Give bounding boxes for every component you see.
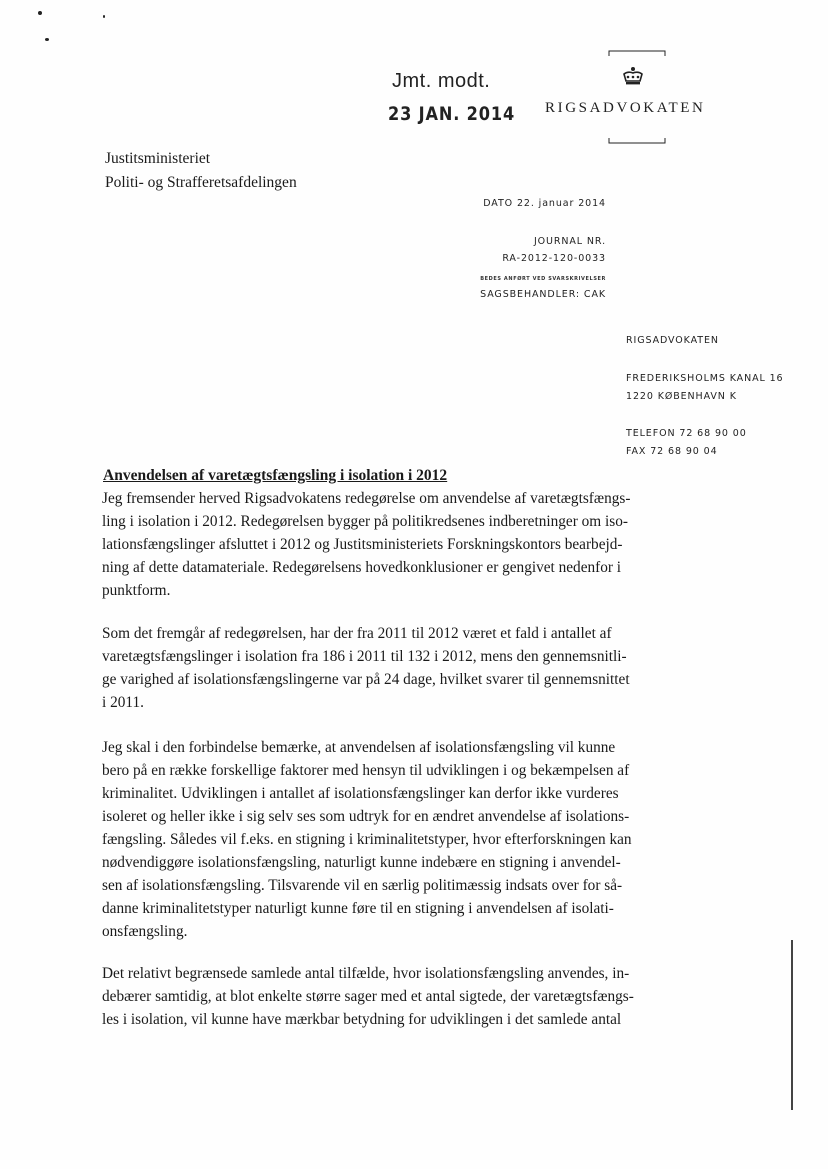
paragraph-line: ge varighed af isolationsfængslingerne var på 24 dage, hvilket svarer til gennemsnittet — [102, 671, 630, 688]
paragraph-line: danne kriminalitetstyper naturligt kunne føre til en stigning i anvendelsen af isolati- — [102, 900, 614, 917]
paragraph-line: onsfængsling. — [102, 923, 188, 940]
scan-margin-line — [791, 940, 793, 1110]
paragraph-line: bero på en række forskellige faktorer med hensyn til udviklingen i og bekæmpelsen af — [102, 762, 630, 779]
sender-phone: TELEFON 72 68 90 00 — [626, 428, 747, 439]
paragraph-line: Det relativt begrænsede samlede antal tilfælde, hvor isolationsfængsling anvendes, in- — [102, 965, 630, 982]
sender-city: 1220 KØBENHAVN K — [626, 391, 737, 402]
case-handler: SAGSBEHANDLER: CAK — [480, 289, 606, 300]
paragraph-line: ling i isolation i 2012. Redegørelsen bygger på politikredsenes indberetninger om iso- — [102, 513, 628, 530]
recipient-block — [105, 147, 297, 195]
logo-frame-bottom — [607, 136, 667, 148]
logo-name: RIGSADVOKATEN — [545, 100, 706, 116]
letter-date: DATO 22. januar 2014 — [483, 198, 606, 209]
subject-heading: Anvendelsen af varetægtsfængsling i isolation i 2012 — [103, 467, 448, 484]
sender-name: RIGSADVOKATEN — [626, 335, 719, 346]
crown-icon — [622, 66, 644, 91]
body-paragraph — [102, 962, 634, 1031]
paragraph-line: les i isolation, vil kunne have mærkbar betydning for udviklingen i det samlede antal — [102, 1011, 622, 1028]
scan-speck — [103, 15, 105, 18]
scan-speck — [38, 11, 42, 15]
journal-number: RA-2012-120-0033 — [502, 253, 606, 264]
recipient-line: Politi- og Strafferetsafdelingen — [105, 174, 297, 191]
paragraph-line: i 2011. — [102, 694, 144, 711]
body-paragraph — [102, 622, 630, 714]
logo — [545, 48, 725, 148]
paragraph-line: varetægtsfængslinger i isolation fra 186 i 2011 til 132 i 2012, mens den gennemsnitli- — [102, 648, 627, 665]
body-paragraph — [102, 736, 632, 943]
logo-frame-top — [607, 48, 667, 58]
paragraph-line: sen af isolationsfængsling. Tilsvarende vil en særlig politimæssig indsats over for så- — [102, 877, 623, 894]
recipient-line: Justitsministeriet — [105, 150, 211, 167]
paragraph-line: kriminalitet. Udviklingen i antallet af isolationsfængslinger kan derfor ikke vurderes — [102, 785, 619, 802]
paragraph-line: Jeg fremsender herved Rigsadvokatens redegørelse om anvendelse af varetægtsfængs- — [102, 490, 631, 507]
journal-label: JOURNAL NR. — [533, 236, 606, 247]
sender-street: FREDERIKSHOLMS KANAL 16 — [626, 373, 784, 384]
paragraph-line: fængsling. Således vil f.eks. en stigning i kriminalitetstyper, hvor efterforskningen kan — [102, 831, 632, 848]
paragraph-line: punktform. — [102, 582, 171, 599]
reference-note: BEDES ANFØRT VED SVARSKRIVELSER — [480, 276, 606, 282]
received-stamp-label: Jmt. modt. — [392, 70, 491, 92]
received-stamp-date: 23 JAN. 2014 — [388, 103, 516, 125]
sender-fax: FAX 72 68 90 04 — [626, 446, 718, 457]
paragraph-line: nødvendiggøre isolationsfængsling, naturligt kunne indebære en stigning i anvendel- — [102, 854, 621, 871]
paragraph-line: Som det fremgår af redegørelsen, har der fra 2011 til 2012 været et fald i antallet af — [102, 625, 612, 642]
paragraph-line: Jeg skal i den forbindelse bemærke, at anvendelsen af isolationsfængsling vil kunne — [102, 739, 616, 756]
paragraph-line: lationsfængslinger afsluttet i 2012 og Justitsministeriets Forskningskontors bearbejd- — [102, 536, 623, 553]
body-paragraph — [102, 487, 631, 602]
scan-speck — [45, 38, 49, 41]
paragraph-line: isoleret og heller ikke i sig selv ses som udtryk for en ændret anvendelse af isolations- — [102, 808, 630, 825]
paragraph-line: debærer samtidig, at blot enkelte større sager med et antal sigtede, der varetægtsfængs- — [102, 988, 634, 1005]
paragraph-line: ning af dette datamateriale. Redegørelsens hovedkonklusioner er gengivet nedenfor i — [102, 559, 622, 576]
